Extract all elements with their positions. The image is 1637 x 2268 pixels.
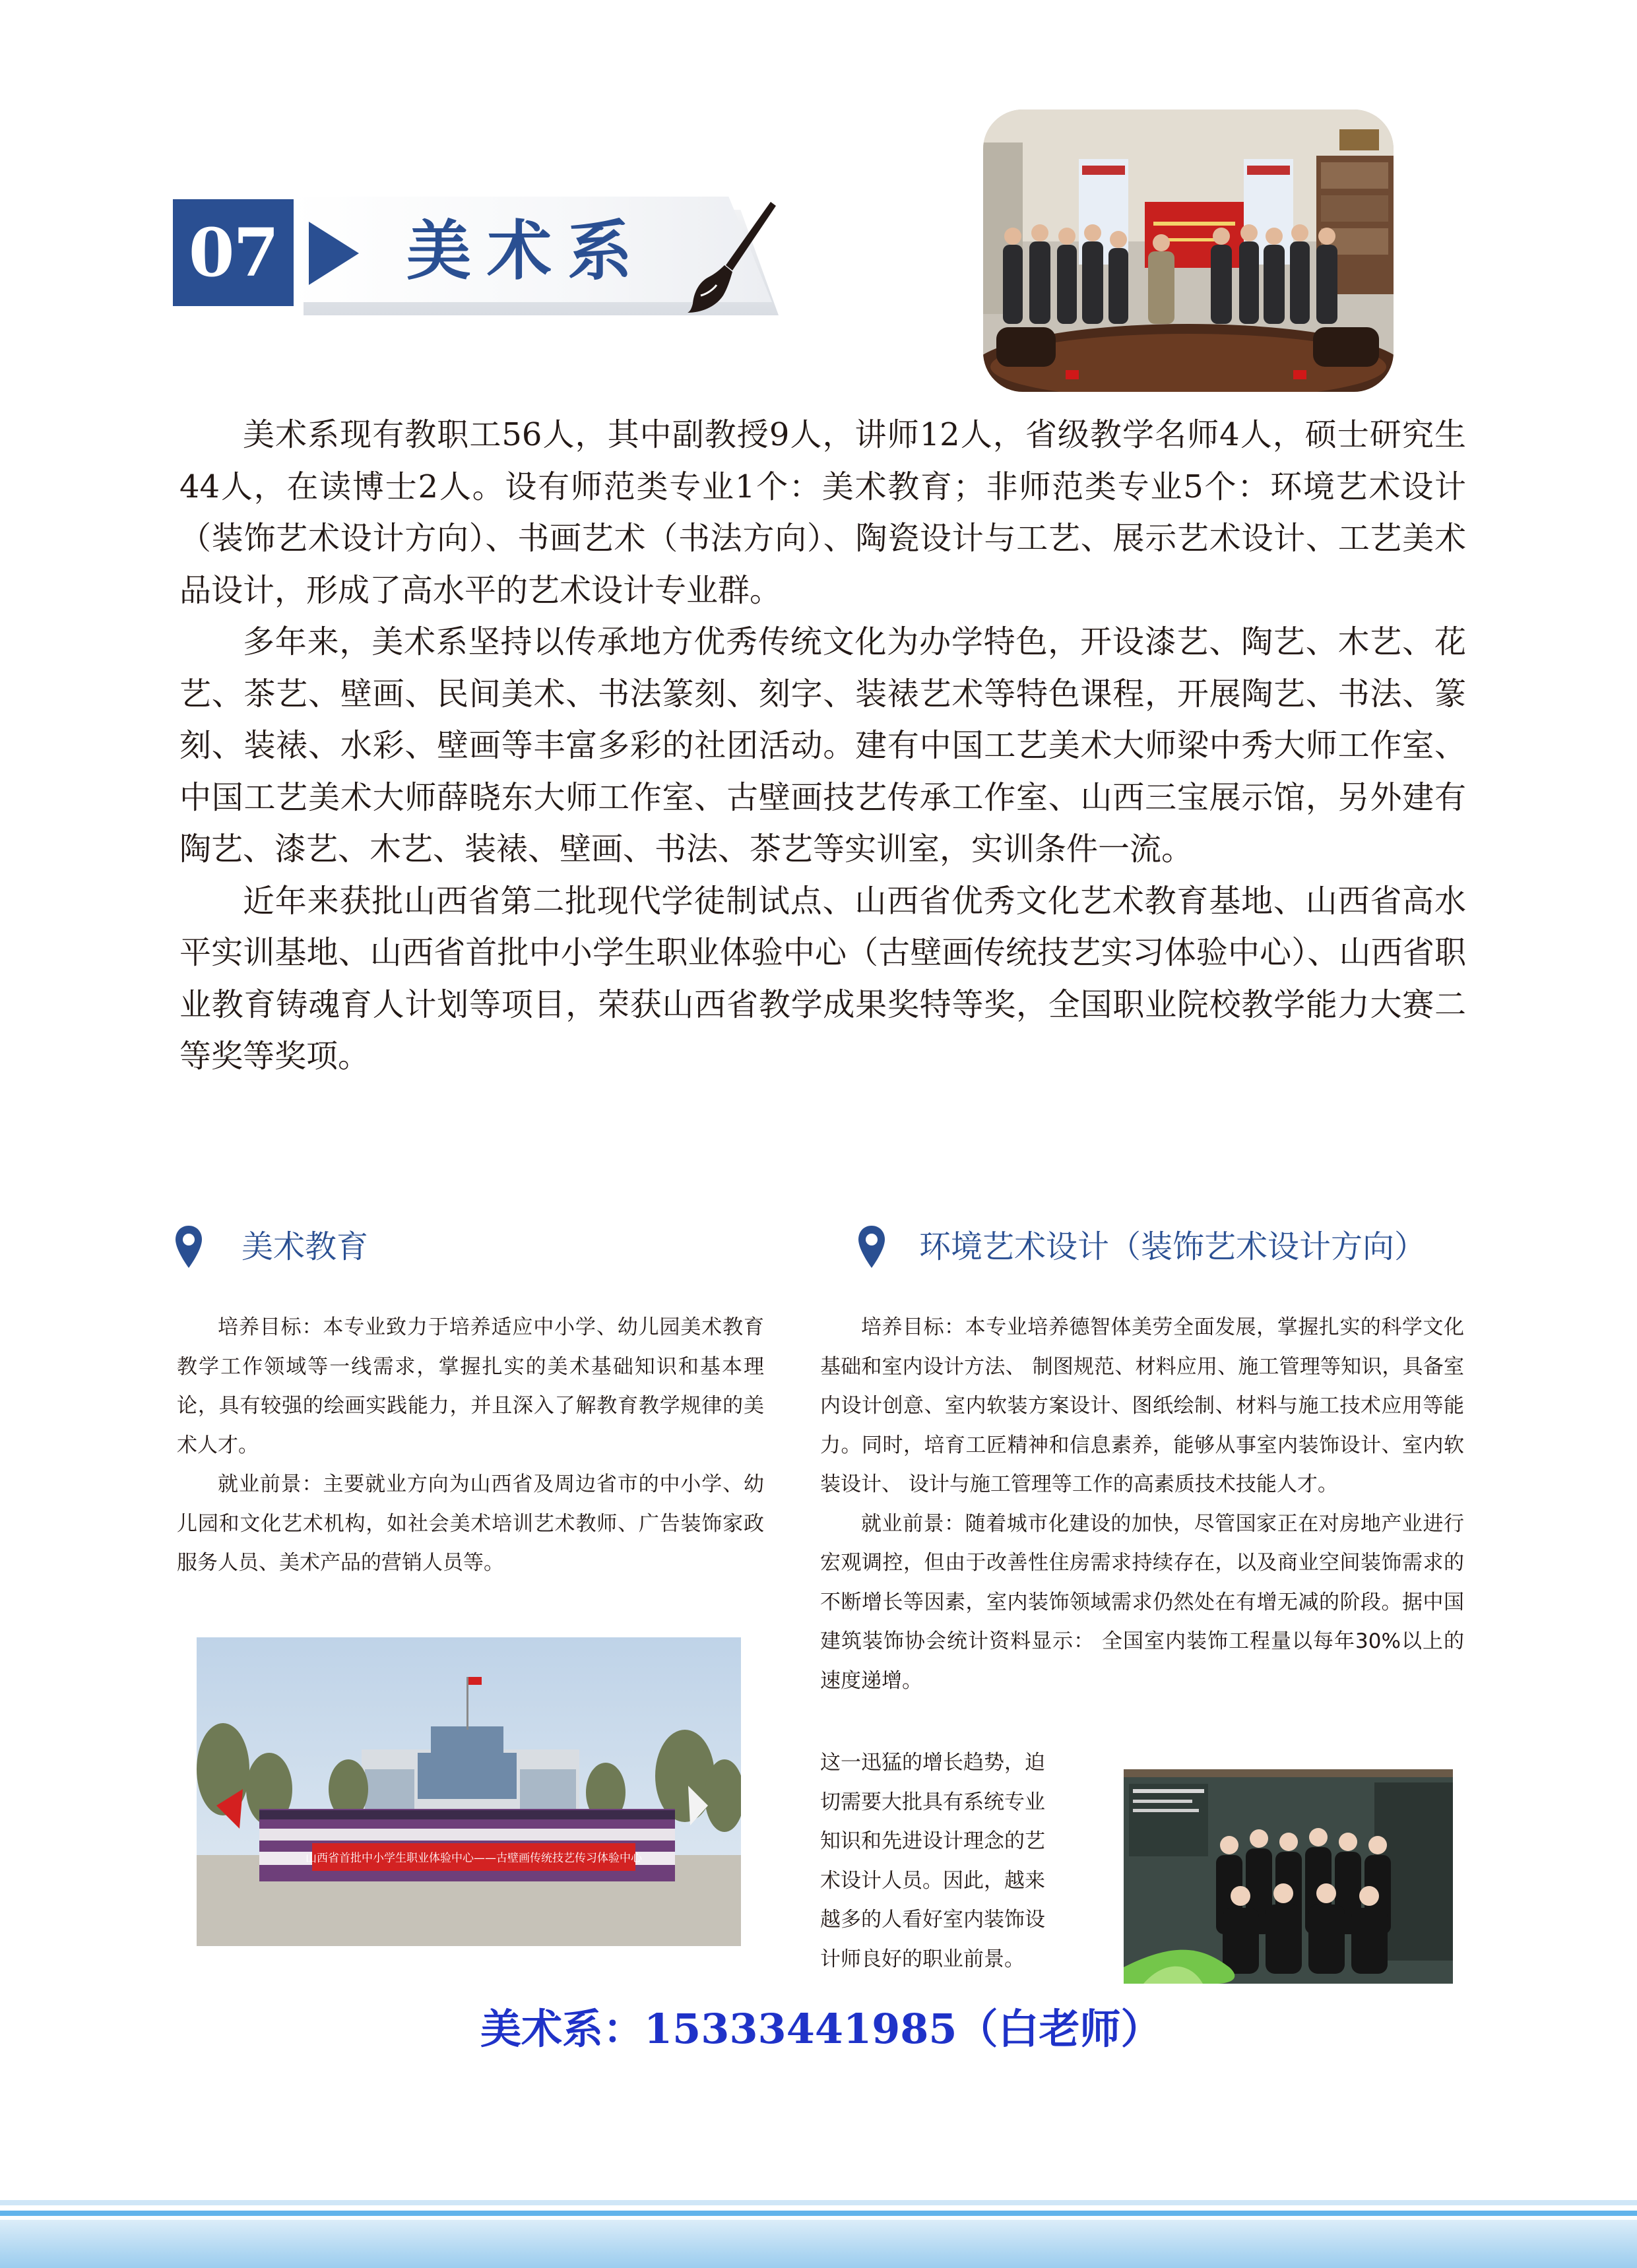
intro-paragraph: 美术系现有教职工56人，其中副教授9人，讲师12人，省级教学名师4人，硕士研究生44人，在读博士2人。设有师范类专业1个：美术教育；非师范类专业5个：环境艺术设计（装饰艺术设计方向）、书画艺术（书法方向）、陶瓷设计与工艺、展示艺术设计、工艺美术品设计，形成了高水平的艺术设计专业群。 xyxy=(179,416,1466,609)
intro-text xyxy=(179,409,1466,1083)
major-paragraph: 培养目标：本专业致力于培养适应中小学、幼儿园美术教育教学工作领域等一线需求，掌握扎实的美术基础知识和基本理论，具有较强的绘画实践能力，并且深入了解教育教学规律的美术人才。 xyxy=(177,1315,764,1457)
major-paragraph: 就业前景：随着城市化建设的加快，尽管国家正在对房地产业进行宏观调控，但由于改善性住房需求持续存在，以及商业空间装饰需求的不断增长等因素，室内装饰领域需求仍然处在有增无减的阶段。据中国建筑装饰协会统计资料显示： 全国室内装饰工程量以每年30%以上的速度递增。 xyxy=(820,1511,1464,1693)
intro-paragraph: 近年来获批山西省第二批现代学徒制试点、山西省优秀文化艺术教育基地、山西省高水平实训基地、山西省首批中小学生职业体验中心（古壁画传统技艺实习体验中心）、山西省职业教育铸魂育人计划等项目，荣获山西省教学成果奖特等奖，全国职业院校教学能力大赛二等奖等奖项。 xyxy=(179,882,1466,1075)
footer-stripe xyxy=(0,2211,1637,2216)
footer-stripe xyxy=(0,2200,1637,2205)
continuation-line: 切需要大批具有系统专业 xyxy=(820,1790,1045,1814)
continuation-line: 术设计人员。因此，越来 xyxy=(820,1868,1045,1893)
major-art-education-text xyxy=(177,1308,764,1583)
location-pin-icon xyxy=(857,1224,886,1271)
section-number: 07 xyxy=(173,199,294,306)
continuation-line: 越多的人看好室内装饰设 xyxy=(820,1908,1045,1932)
major-paragraph: 培养目标：本专业培养德智体美劳全面发展，掌握扎实的科学文化基础和室内设计方法、 制图规范、材料应用、施工管理等知识，具备室内设计创意、室内软装方案设计、图纸绘制、材料与施工技术应用等能力。同时，培育工匠精神和信息素养，能够从事室内装饰设计、室内软装设计、 设计与施工管理等工作的高素质技术技能人才。 xyxy=(820,1315,1464,1496)
page-title: 美术系 xyxy=(406,214,649,289)
intro-paragraph: 多年来，美术系坚持以传承地方优秀传统文化为办学特色，开设漆艺、陶艺、木艺、花艺、茶艺、壁画、民间美术、书法篆刻、刻字、装裱艺术等特色课程，开展陶艺、书法、篆刻、装裱、水彩、壁画等丰富多彩的社团活动。建有中国工艺美术大师梁中秀大师工作室、中国工艺美术大师薛晓东大师工作室、古壁画技艺传承工作室、山西三宝展示馆，另外建有陶艺、漆艺、木艺、装裱、壁画、书法、茶艺等实训室，实训条件一流。 xyxy=(179,623,1466,867)
meeting-group-photo xyxy=(983,110,1394,392)
contact-phone: 美术系：15333441985（白老师） xyxy=(480,2005,1162,2053)
continuation-line: 这一迅猛的增长趋势，迫 xyxy=(820,1751,1045,1775)
student-group-photo xyxy=(197,1637,741,1946)
footer-band xyxy=(0,2220,1637,2268)
major-environmental-art-text xyxy=(820,1308,1464,1701)
continuation-line: 计师良好的职业前景。 xyxy=(820,1947,1025,1971)
major-environmental-art-continuation xyxy=(820,1744,1110,1979)
photo-banner-text: 山西省首批中小学生职业体验中心——古壁画传统技艺传习体验中心 xyxy=(305,1852,642,1865)
classroom-students-photo xyxy=(1124,1769,1453,1984)
play-arrow-icon xyxy=(309,222,359,285)
major-title-environmental-art-design: 环境艺术设计（装饰艺术设计方向） xyxy=(919,1228,1427,1265)
location-pin-icon xyxy=(174,1224,203,1271)
continuation-line: 知识和先进设计理念的艺 xyxy=(820,1829,1045,1853)
major-paragraph: 就业前景：主要就业方向为山西省及周边省市的中小学、幼儿园和文化艺术机构，如社会美术培训艺术教师、广告装饰家政服务人员、美术产品的营销人员等。 xyxy=(177,1472,764,1575)
paintbrush-icon xyxy=(686,197,779,315)
major-title-art-education: 美术教育 xyxy=(241,1228,369,1265)
